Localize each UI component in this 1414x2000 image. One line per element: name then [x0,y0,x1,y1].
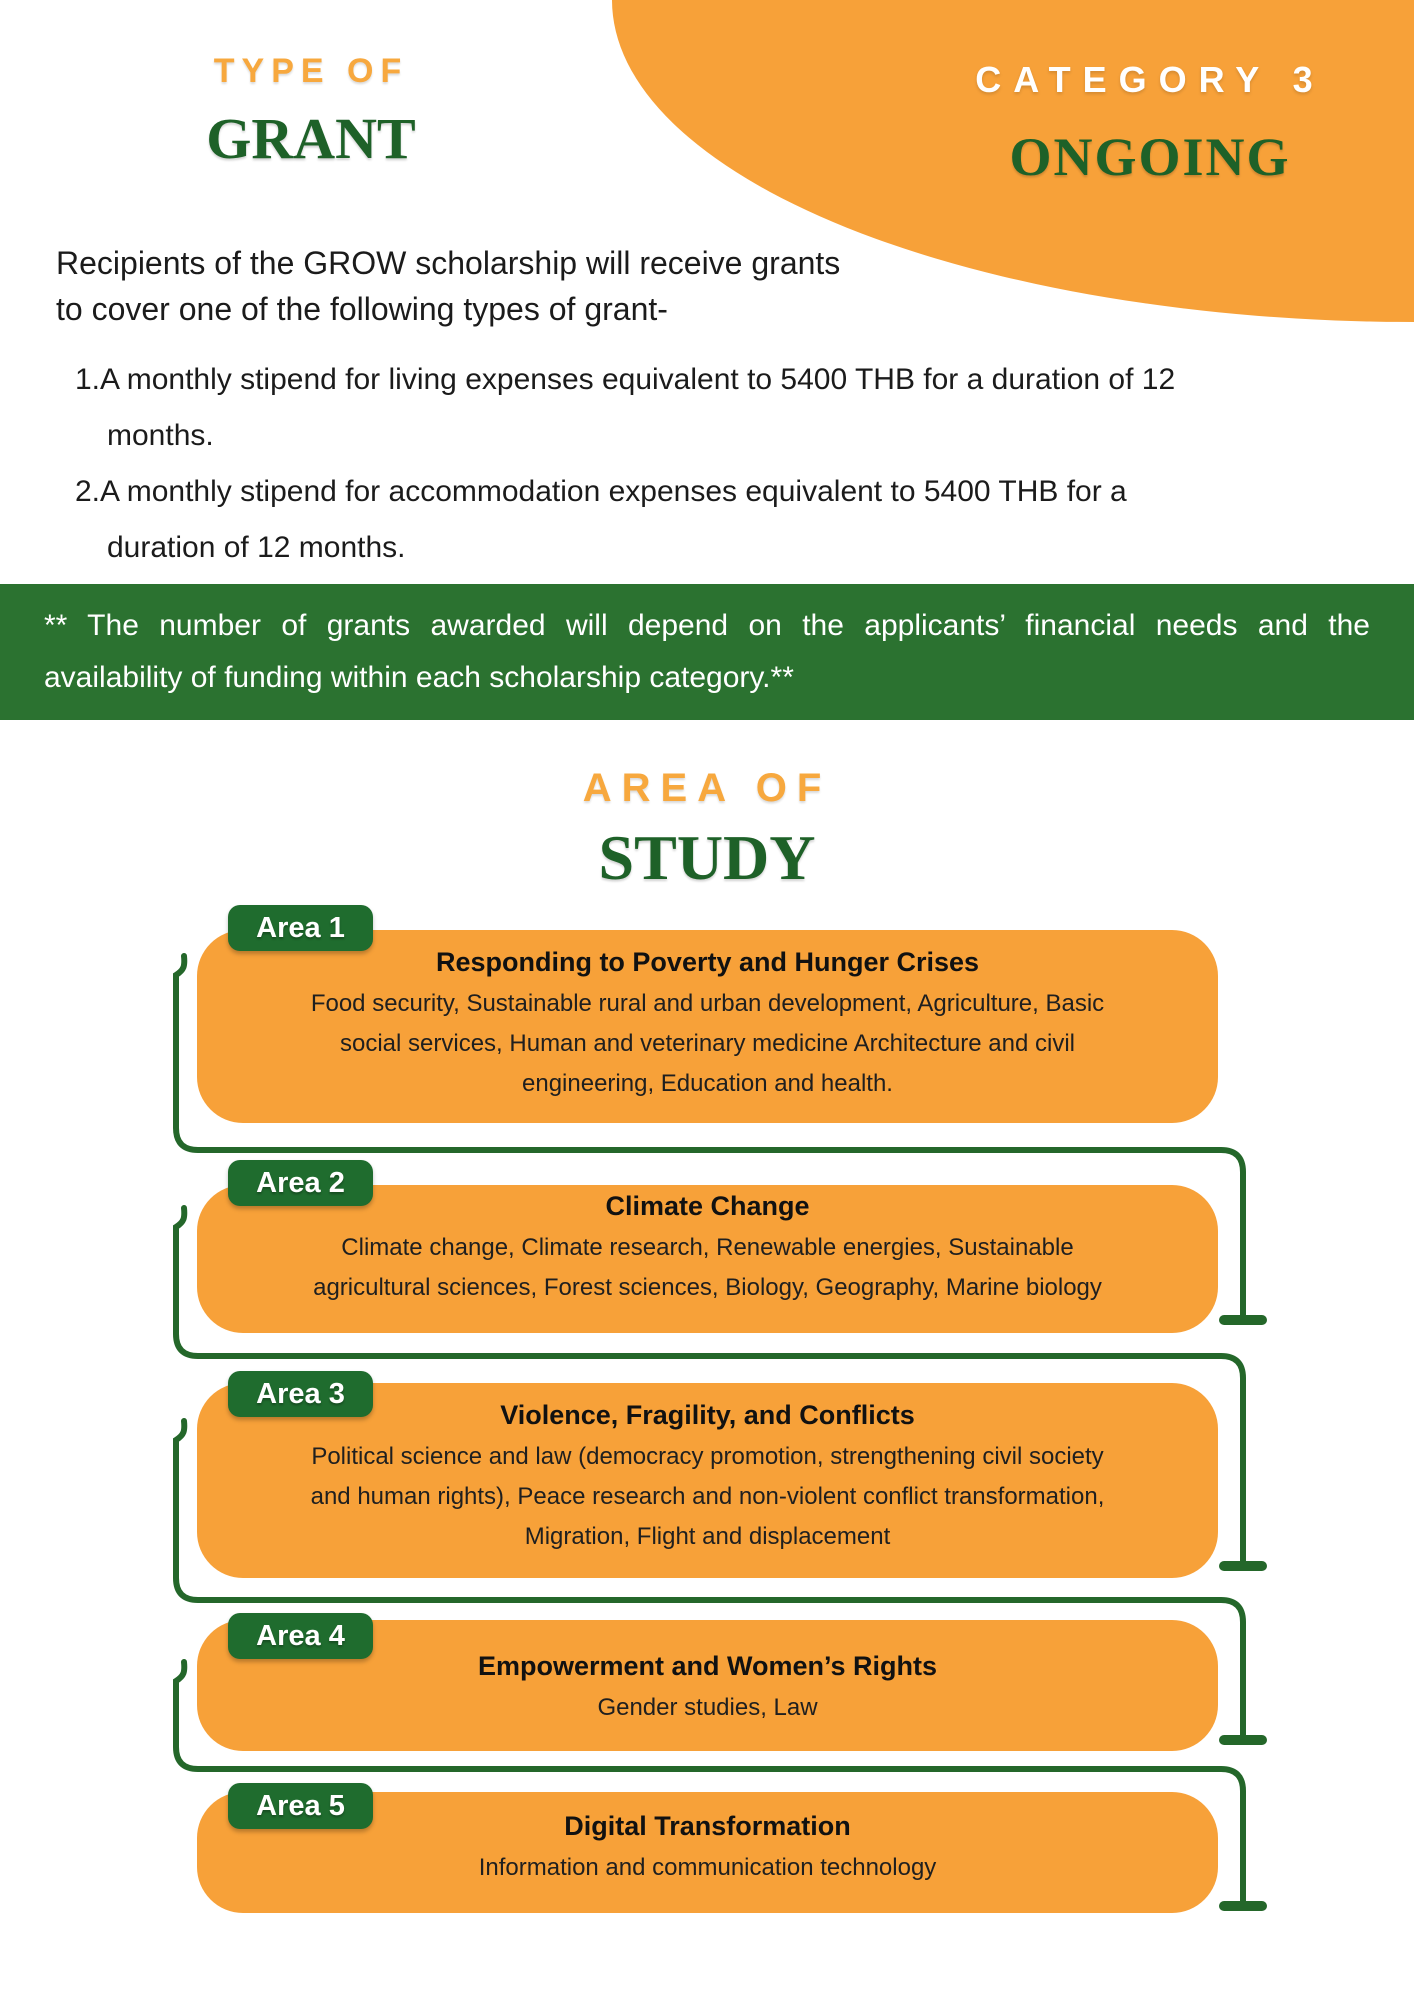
text-line: 1.A monthly stipend for living expenses equivalent to 5400 THB for a duration of 12 [75,363,1176,396]
grant-list-item-1 [75,352,1175,464]
type-of-eyebrow: TYPE OF [213,52,409,90]
text-line: Climate change, Climate research, Renewable energies, Sustainable [341,1234,1074,1261]
area-1-body [269,984,1146,1104]
area-3-title: Violence, Fragility, and Conflicts [500,1400,915,1430]
grant-type-list [75,352,1175,576]
area-2-badge: Area 2 [228,1160,373,1206]
area-1-badge: Area 1 [228,905,373,951]
area-of-eyebrow: AREA OF [582,766,832,810]
area-5-badge: Area 5 [228,1783,373,1829]
area-4-body [269,1688,1146,1728]
text-line: Political science and law (democracy promotion, strengthening civil society [311,1443,1104,1470]
area-1-card [197,930,1218,1123]
ongoing-status: ONGOING [1009,127,1291,187]
text-line: Gender studies, Law [597,1694,818,1721]
category-label: CATEGORY 3 [975,59,1325,100]
text-line: 2.A monthly stipend for accommodation expenses equivalent to 5400 THB for a [75,475,1127,508]
area-2-card [197,1185,1218,1333]
grant-title: GRANT [206,106,416,171]
grant-list-item-2 [75,464,1175,576]
area-3-badge: Area 3 [228,1371,373,1417]
text-line: agricultural sciences, Forest sciences, Biology, Geography, Marine biology [313,1274,1102,1301]
area-4-title: Empowerment and Women’s Rights [477,1651,938,1681]
area-5-title: Digital Transformation [564,1811,851,1841]
intro-paragraph [56,240,840,332]
notice-line-1: ** The number of grants awarded will depend on the applicants’ financial needs and the [44,609,1370,642]
area-4-badge: Area 4 [228,1613,373,1659]
text-line: Information and communication technology [478,1854,937,1881]
text-line: engineering, Education and health. [522,1070,893,1097]
text-line: Food security, Sustainable rural and urban development, Agriculture, Basic [310,990,1105,1017]
study-title: STUDY [598,822,816,893]
text-line: and human rights), Peace research and non-violent conflict transformation, [310,1483,1105,1510]
text-line: social services, Human and veterinary medicine Architecture and civil [340,1030,1075,1057]
area-1-title: Responding to Poverty and Hunger Crises [435,947,980,977]
intro-line-1: Recipients of the GROW scholarship will receive grants [56,245,841,281]
text-line: duration of 12 months. [107,531,406,564]
intro-line-2: to cover one of the following types of grant- [56,291,668,327]
area-5-body [269,1848,1146,1888]
area-3-body [269,1437,1146,1557]
notice-line-2: availability of funding within each scholarship category.** [44,661,794,694]
text-line: months. [107,419,214,452]
funding-notice-banner [0,584,1414,720]
area-2-title: Climate Change [605,1191,810,1221]
text-line: Migration, Flight and displacement [524,1523,891,1550]
area-2-body [269,1228,1146,1308]
